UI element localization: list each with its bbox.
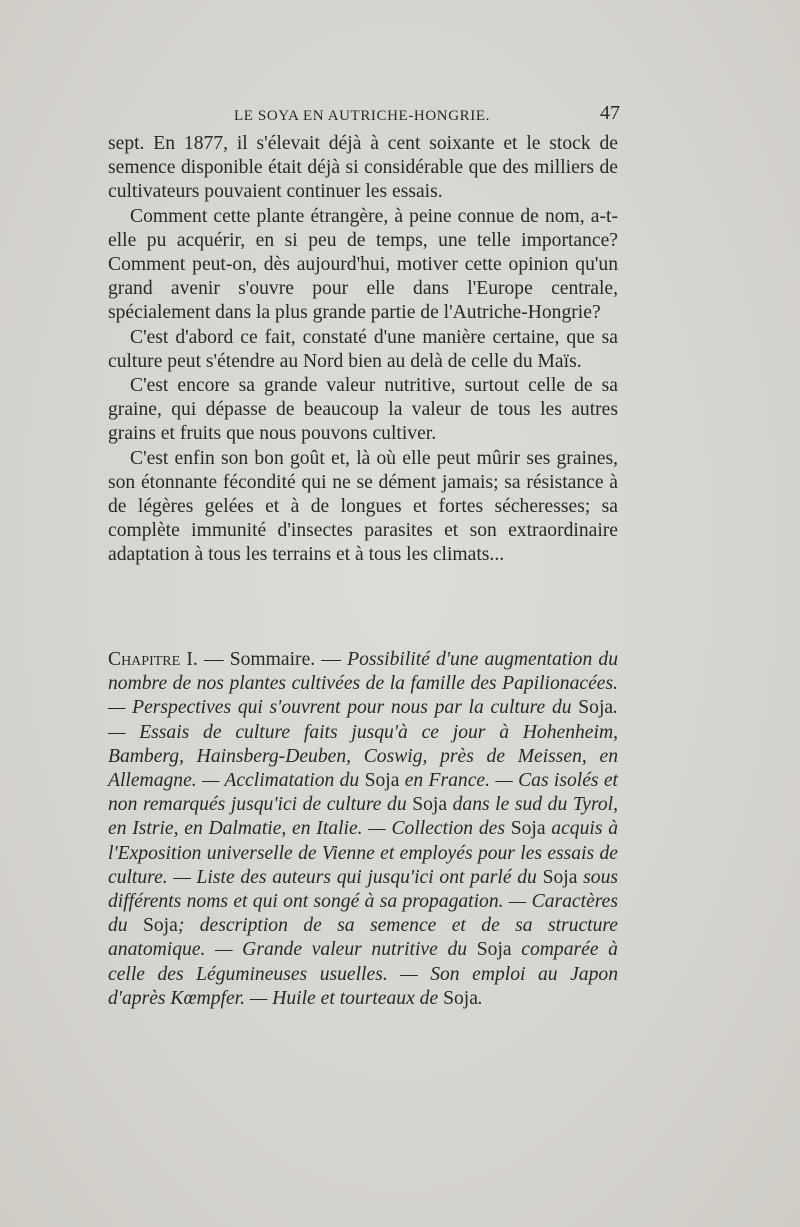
summary-segment: Soja bbox=[142, 915, 178, 937]
page-number: 47 bbox=[600, 102, 620, 124]
chapter-label: Chapitre I. bbox=[108, 649, 198, 670]
summary-segment: dans le sud du Tyrol, en Istrie, en Dalmatie, en Italie. — Collection des bbox=[108, 794, 618, 840]
page-header bbox=[108, 102, 620, 130]
body-text bbox=[108, 132, 618, 568]
running-title: LE SOYA EN AUTRICHE-HONGRIE. bbox=[234, 108, 490, 124]
paragraph: C'est encore sa grande valeur nutritive, surtout celle de sa graine, qui dépasse de beaucoup la valeur de tous les autres grains et fruits que nous pouvons cultiver. bbox=[108, 375, 618, 445]
summary-segment: . bbox=[477, 987, 483, 1009]
summary-segment: Possibilité d'une augmentation du nombre de nos plantes cultivées de la famille des Papilionacées. — Perspectives qui s'ouvrent pour nous par la culture du bbox=[108, 649, 619, 719]
summary-segment: Soja bbox=[476, 939, 512, 961]
summary-text bbox=[108, 649, 618, 1009]
summary-segment: Soja bbox=[364, 770, 400, 792]
summary-segment: Soja bbox=[542, 866, 578, 888]
paragraph: C'est enfin son bon goût et, là où elle peut mûrir ses graines, son étonnante fécondité qui ne se dément jamais; sa résistance à de légères gelées et à de longues et fortes sécheresses; sa complète immunité d'insectes parasites et son extraordinaire adaptation à tous les terrains et à tous les climats... bbox=[108, 447, 618, 566]
summary-segment: acquis à l'Exposition universelle de Vienne et employés pour les essais de culture. — Liste des auteurs qui jusqu'ici ont parlé du bbox=[108, 818, 619, 888]
paragraph: Comment cette plante étrangère, à peine connue de nom, a-t-elle pu acquérir, en si peu de temps, une telle importance? Comment peut-on, dès aujourd'hui, motiver cette opinion qu'un grand avenir s'ouvre pour elle dans l'Europe centrale, spécialement dans la plus grande partie de l'Autriche-Hongrie? bbox=[108, 205, 618, 324]
summary-title: — Sommaire. — bbox=[203, 649, 341, 670]
summary-segment: comparée à celle des Légumineuses usuelles. — Son emploi au Japon d'après Kœmpfer. — Huile et tourteaux de bbox=[108, 939, 618, 1009]
summary-segment: Soja bbox=[578, 697, 614, 719]
summary-segment: ; description de sa semence et de sa structure anatomique. — Grande valeur nutritive du bbox=[108, 915, 618, 961]
chapter-summary bbox=[108, 648, 618, 1011]
summary-segment: Soja bbox=[443, 987, 478, 1009]
summary-segment: Soja bbox=[510, 818, 546, 840]
paragraph: sept. En 1877, il s'élevait déjà à cent soixante et le stock de semence disponible était déjà si considérable que des milliers de cultivateurs pouvaient continuer les essais. bbox=[108, 133, 618, 203]
summary-segment: . — Essais de culture faits jusqu'à ce jour à Hohenheim, Bamberg, Hainsberg-Deuben, Coswig, près de Meissen, en Allemagne. — Acclimatation du bbox=[108, 697, 618, 792]
paragraph: C'est d'abord ce fait, constaté d'une manière certaine, que sa culture peut s'étendre au Nord bien au delà de celle du Maïs. bbox=[108, 326, 618, 372]
summary-segment: sous différents noms et qui ont songé à sa propagation. — Caractères du bbox=[108, 866, 618, 937]
summary-segment: en France. — Cas isolés et non remarqués jusqu'ici de culture du bbox=[108, 770, 618, 816]
summary-segment: Soja bbox=[412, 794, 448, 816]
